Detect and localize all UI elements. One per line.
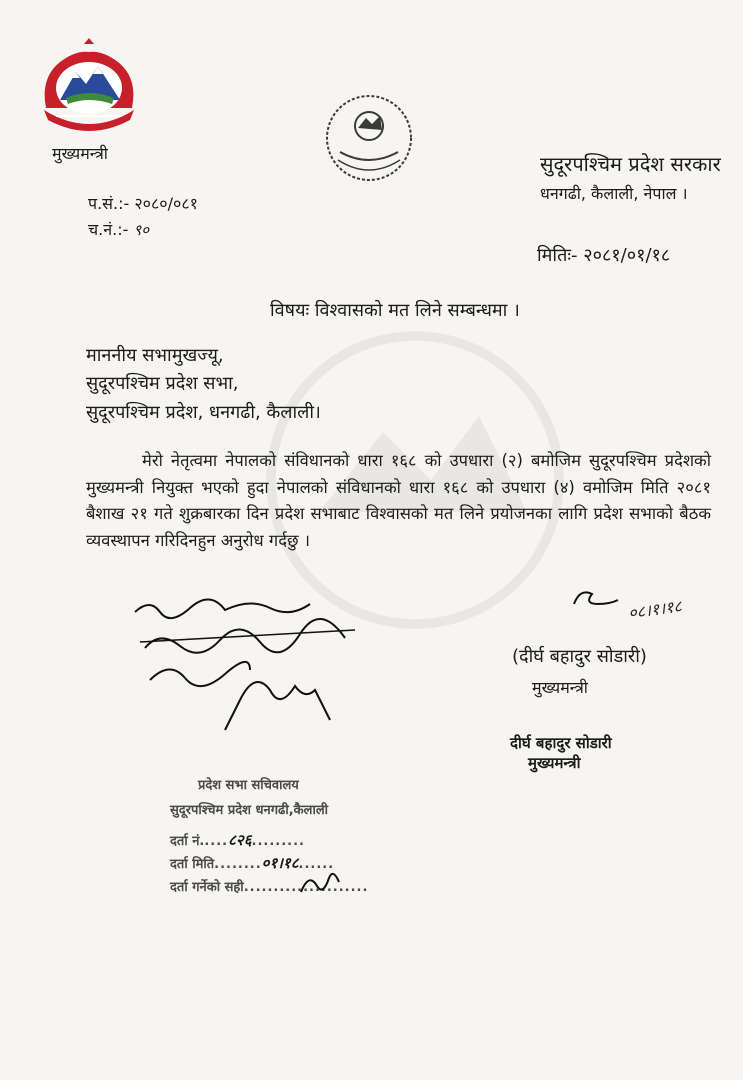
reference-label: प.सं.:-: [88, 194, 130, 213]
reference-number: [88, 192, 198, 214]
registration-stamp-office: सुदूरपश्चिम प्रदेश धनगढी,कैलाली: [170, 803, 329, 818]
dispatch-value: ९०: [133, 221, 150, 239]
signer-name: (दीर्घ बहादुर सोडारी): [512, 646, 647, 667]
chief-minister-signature: [570, 582, 620, 614]
handwritten-note-scribble: [130, 590, 370, 740]
handwritten-date: ०८।१।१८: [627, 596, 683, 623]
registration-date-value: ०१।१८: [261, 854, 299, 872]
nepal-emblem-icon: [36, 38, 142, 138]
registration-date-label: दर्ता मिति: [170, 857, 215, 872]
registration-stamp-title: प्रदेश सभा सचिवालय: [198, 778, 299, 793]
addressee-line: सुदूरपश्चिम प्रदेश सभा,: [86, 373, 239, 394]
registration-signer: दर्ता गर्नेको सही.....................: [170, 880, 369, 895]
government-address: धनगढी, कैलाली, नेपाल ।: [540, 184, 688, 203]
registration-number: दर्ता नं.....८२६.........: [170, 831, 305, 849]
name-stamp: दीर्घ बहादुर सोडारी: [510, 734, 612, 752]
reference-value: २०८०/०८१: [134, 194, 198, 213]
office-label: मुख्यमन्त्री: [52, 144, 108, 163]
addressee-line: सुदूरपश्चिम प्रदेश, धनगढी, कैलाली।: [86, 402, 321, 423]
dispatch-number: [88, 218, 149, 240]
office-seal-icon: [320, 90, 418, 186]
letter-body: मेरो नेतृत्वमा नेपालको संविधानको धारा १६८ को उपधारा (२) बमोजिम सुदूरपश्चिम प्रदेशको मुख्यमन्त्री नियुक्त भएको हुदा नेपालको संविधानको धारा १६८ को उपधारा (४) वमोजिम मिति २०८१ बैशाख २१ गते शुक्रबारका दिन प्रदेश सभाबाट विश्वासको मत लिने प्रयोजनका लागि प्रदेश सभाको बैठक व्यवस्थापन गरिदिनहुन अनुरोध गर्दछु ।: [86, 451, 711, 550]
title-stamp: मुख्यमन्त्री: [528, 754, 581, 772]
subject-line: विषयः विश्वासको मत लिने सम्बन्धमा ।: [270, 300, 520, 321]
registration-number-label: दर्ता नं.: [170, 834, 205, 849]
registration-date: दर्ता मिति........०१।१८......: [170, 854, 335, 872]
letter-date: [537, 243, 670, 267]
date-value: २०८१/०१/१८: [583, 245, 671, 266]
date-label: मितिः-: [537, 245, 578, 266]
addressee-line: माननीय सभामुखज्यू,: [86, 345, 224, 366]
dispatch-label: च.नं.:-: [88, 220, 129, 239]
signer-title: मुख्यमन्त्री: [532, 678, 588, 697]
registration-signer-label: दर्ता गर्नेको सही: [170, 880, 244, 895]
registrar-signature: [295, 862, 345, 902]
registration-number-value: ८२६: [228, 831, 252, 849]
government-name: सुदूरपश्चिम प्रदेश सरकार: [540, 152, 721, 176]
